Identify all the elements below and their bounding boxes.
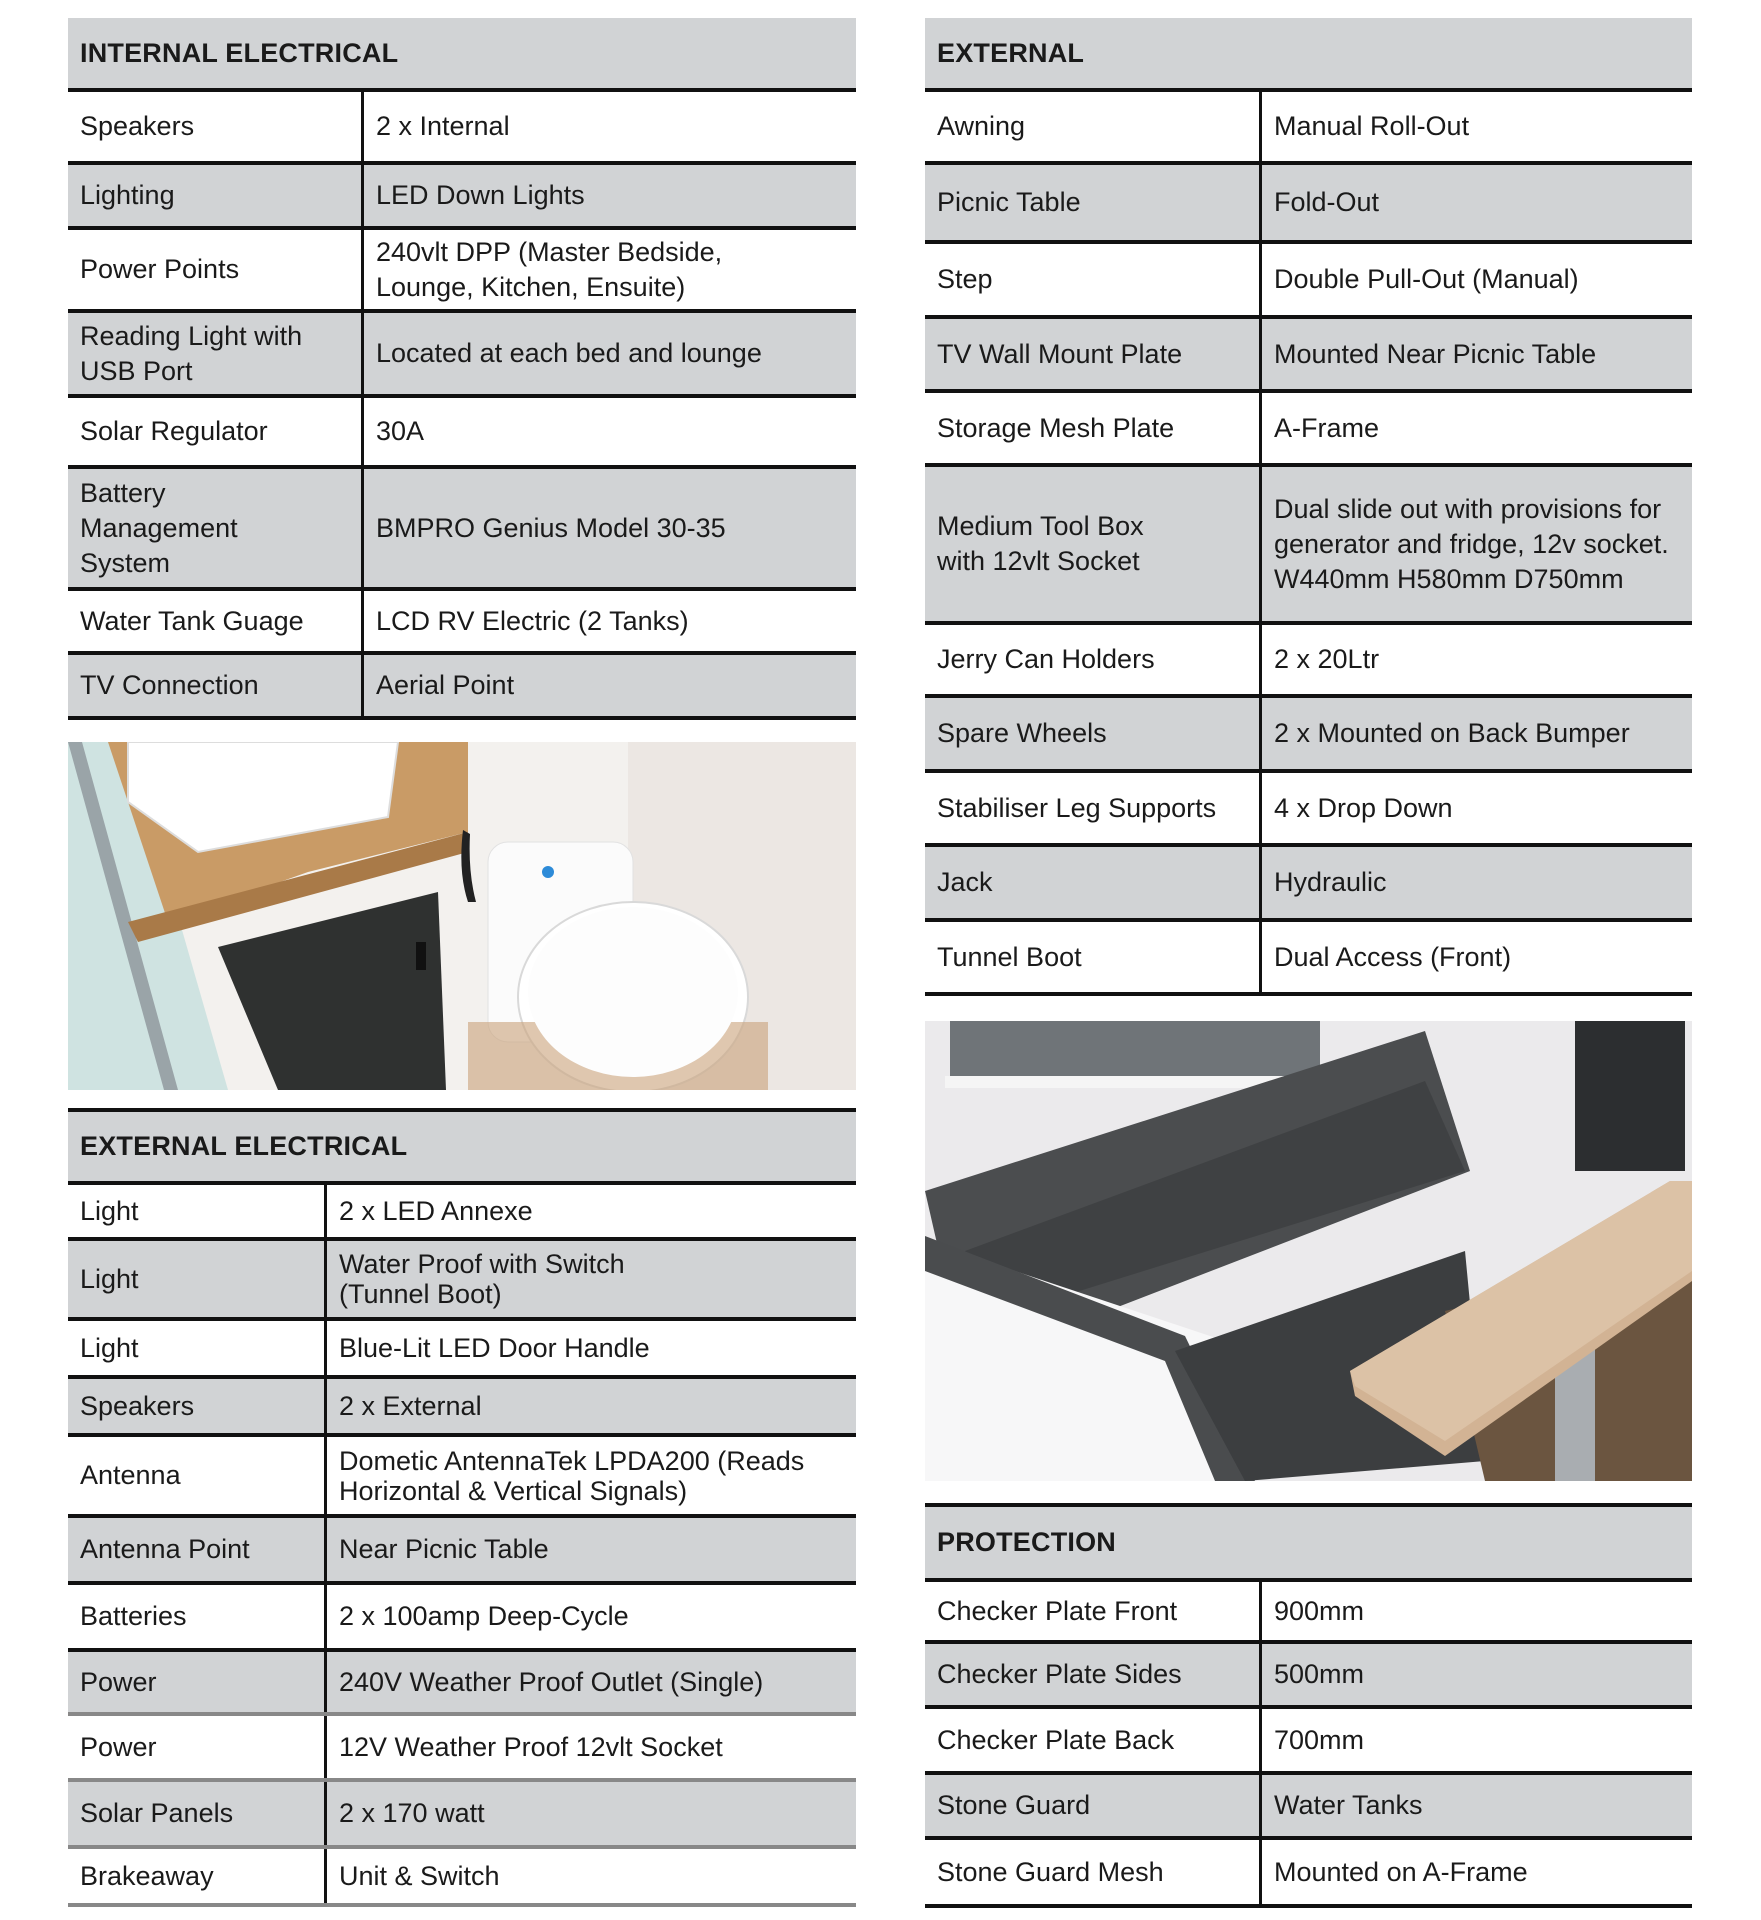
row-label: Awning xyxy=(925,92,1262,161)
table-row xyxy=(925,244,1692,319)
row-value: Blue-Lit LED Door Handle xyxy=(339,1332,650,1363)
row-label: Checker Plate Back xyxy=(925,1709,1262,1771)
row-value: Dual slide out with provisions for generator and fridge, 12v socket. W440mm H580mm D750mm xyxy=(1274,493,1669,594)
row-label: Medium Tool Box with 12vlt Socket xyxy=(925,467,1262,621)
table-row xyxy=(925,165,1692,244)
row-value: LCD RV Electric (2 Tanks) xyxy=(376,605,689,636)
row-label: Checker Plate Sides xyxy=(925,1644,1262,1705)
table-row xyxy=(68,165,856,230)
ensuite-illustration xyxy=(68,742,856,1090)
row-value: Manual Roll-Out xyxy=(1274,111,1470,141)
dinette-illustration xyxy=(925,1021,1692,1481)
row-value: 2 x Mounted on Back Bumper xyxy=(1274,718,1630,748)
table-row xyxy=(68,1782,856,1849)
table-row xyxy=(925,773,1692,847)
dinette-photo xyxy=(925,1021,1692,1481)
table-row xyxy=(68,469,856,591)
row-value: 240vlt DPP (Master Bedside, Lounge, Kitchen, Ensuite) xyxy=(376,236,723,302)
row-value: Mounted Near Picnic Table xyxy=(1274,338,1597,369)
table-row xyxy=(68,1379,856,1437)
row-label: Power xyxy=(68,1716,327,1778)
row-value: 900mm xyxy=(1274,1595,1365,1626)
table-row xyxy=(925,698,1692,773)
row-label: Power xyxy=(68,1652,327,1712)
row-label: Stabiliser Leg Supports xyxy=(925,773,1262,843)
row-label: Tunnel Boot xyxy=(925,922,1262,992)
row-label: Battery Management System xyxy=(68,469,364,587)
table-row xyxy=(925,625,1692,698)
table-row xyxy=(68,398,856,469)
row-value: Water Proof with Switch (Tunnel Boot) xyxy=(339,1249,625,1309)
table-row xyxy=(68,313,856,398)
row-value: Dometic AntennaTek LPDA200 (Reads Horizontal & Vertical Signals) xyxy=(339,1445,805,1506)
table-row xyxy=(925,92,1692,165)
row-label: Stone Guard xyxy=(925,1775,1262,1836)
row-label: Water Tank Guage xyxy=(68,591,364,651)
row-value: Mounted on A-Frame xyxy=(1274,1856,1528,1887)
table-row xyxy=(68,1185,856,1241)
row-label: Power Points xyxy=(68,230,364,309)
row-value: 2 x LED Annexe xyxy=(339,1195,533,1226)
row-value: Unit & Switch xyxy=(339,1860,500,1891)
row-value: 30A xyxy=(376,416,425,446)
row-label: Batteries xyxy=(68,1585,327,1648)
row-value: 2 x External xyxy=(339,1390,482,1421)
table-row xyxy=(68,1849,856,1907)
table-row xyxy=(68,1585,856,1652)
row-label: Solar Regulator xyxy=(68,398,364,465)
row-value: 2 x Internal xyxy=(376,111,510,141)
row-label: Step xyxy=(925,244,1262,315)
table-row xyxy=(925,1582,1692,1644)
row-value: Near Picnic Table xyxy=(339,1534,549,1564)
section-title: INTERNAL ELECTRICAL xyxy=(68,18,856,92)
table-row xyxy=(925,1840,1692,1908)
table-row xyxy=(925,319,1692,393)
table-row xyxy=(68,1437,856,1518)
row-label: Storage Mesh Plate xyxy=(925,393,1262,463)
row-value: 2 x 170 watt xyxy=(339,1798,485,1828)
row-label: Light xyxy=(68,1241,327,1317)
row-value: Fold-Out xyxy=(1274,187,1380,217)
protection-table xyxy=(925,1503,1692,1908)
table-row xyxy=(925,393,1692,467)
section-title: EXTERNAL ELECTRICAL xyxy=(68,1112,856,1185)
row-label: Speakers xyxy=(68,1379,327,1433)
section-title: PROTECTION xyxy=(925,1507,1692,1582)
row-value: LED Down Lights xyxy=(376,180,585,210)
table-row xyxy=(925,1775,1692,1840)
row-value: Located at each bed and lounge xyxy=(376,338,762,368)
external-electrical-table xyxy=(68,1108,856,1907)
row-value: 240V Weather Proof Outlet (Single) xyxy=(339,1666,764,1697)
table-row xyxy=(68,591,856,655)
table-row xyxy=(68,1716,856,1782)
row-label: Stone Guard Mesh xyxy=(925,1840,1262,1904)
table-row xyxy=(68,1652,856,1716)
table-row xyxy=(925,1709,1692,1775)
row-label: Light xyxy=(68,1321,327,1375)
row-label: Spare Wheels xyxy=(925,698,1262,769)
section-title: EXTERNAL xyxy=(925,18,1692,92)
table-row xyxy=(68,1518,856,1585)
row-value: 2 x 20Ltr xyxy=(1274,644,1380,674)
table-row xyxy=(925,847,1692,922)
internal-electrical-table xyxy=(68,18,856,720)
external-table xyxy=(925,18,1692,996)
row-label: Picnic Table xyxy=(925,165,1262,240)
row-value: Hydraulic xyxy=(1274,867,1387,897)
row-label: Lighting xyxy=(68,165,364,226)
table-row xyxy=(68,655,856,720)
row-value: 2 x 100amp Deep-Cycle xyxy=(339,1601,629,1631)
row-label: Antenna xyxy=(68,1437,327,1514)
table-row xyxy=(68,1241,856,1321)
table-row xyxy=(925,1644,1692,1709)
table-row xyxy=(68,1321,856,1379)
row-label: Antenna Point xyxy=(68,1518,327,1581)
row-label: Brakeaway xyxy=(68,1849,327,1903)
row-label: Light xyxy=(68,1185,327,1237)
row-label: Checker Plate Front xyxy=(925,1582,1262,1640)
row-label: TV Wall Mount Plate xyxy=(925,319,1262,389)
table-row xyxy=(68,230,856,313)
row-label: Speakers xyxy=(68,92,364,161)
table-row xyxy=(925,467,1692,625)
row-label: Solar Panels xyxy=(68,1782,327,1845)
table-row xyxy=(68,92,856,165)
ensuite-photo xyxy=(68,742,856,1090)
row-value: 12V Weather Proof 12vlt Socket xyxy=(339,1731,723,1762)
row-value: A-Frame xyxy=(1274,412,1380,443)
row-value: BMPRO Genius Model 30-35 xyxy=(376,512,726,543)
table-row xyxy=(925,922,1692,996)
row-value: 500mm xyxy=(1274,1659,1365,1689)
row-value: Aerial Point xyxy=(376,670,515,700)
row-value: 4 x Drop Down xyxy=(1274,792,1453,823)
row-label: TV Connection xyxy=(68,655,364,716)
row-label: Jerry Can Holders xyxy=(925,625,1262,694)
row-value: Water Tanks xyxy=(1274,1790,1423,1820)
row-value: 700mm xyxy=(1274,1724,1365,1755)
row-label: Reading Light with USB Port xyxy=(68,313,364,394)
row-label: Jack xyxy=(925,847,1262,918)
row-value: Dual Access (Front) xyxy=(1274,941,1512,972)
row-value: Double Pull-Out (Manual) xyxy=(1274,264,1579,294)
